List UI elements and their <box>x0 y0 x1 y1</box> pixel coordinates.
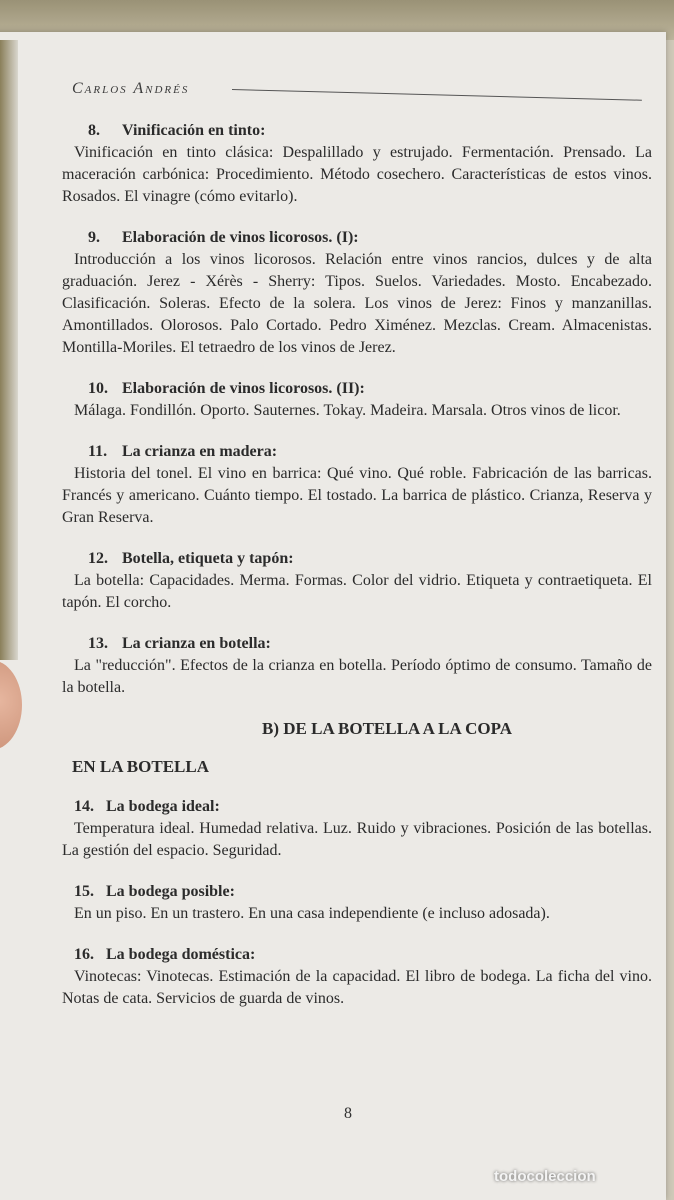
section-number: 11. <box>88 443 108 460</box>
section-14 <box>62 796 652 862</box>
page-number: 8 <box>344 1105 352 1122</box>
section-11 <box>62 441 652 529</box>
section-heading: La crianza en botella: <box>122 635 271 652</box>
section-body: Vinotecas: Vinotecas. Estimación de la capacidad. El libro de bodega. La ficha del vino. Notas de cata. Servicios de guarda de vinos. <box>62 968 652 1007</box>
section-title <box>62 441 652 463</box>
section-number: 8. <box>88 122 100 139</box>
section-heading: Botella, etiqueta y tapón: <box>122 550 294 567</box>
section-heading: Elaboración de vinos licorosos. (I): <box>122 229 359 246</box>
section-heading: Elaboración de vinos licorosos. (II): <box>122 380 365 397</box>
section-number: 14. <box>74 798 94 815</box>
section-title <box>62 796 652 818</box>
section-number: 15. <box>74 883 94 900</box>
section-number: 9. <box>88 229 100 246</box>
running-head: Carlos Andrés <box>72 80 190 97</box>
section-title <box>62 378 652 400</box>
section-number: 13. <box>88 635 108 652</box>
section-heading: Vinificación en tinto: <box>122 122 266 139</box>
section-title <box>62 633 652 655</box>
section-body: Temperatura ideal. Humedad relativa. Luz. Ruido y vibraciones. Posición de las botellas. La gestión del espacio. Seguridad. <box>62 820 652 859</box>
section-8 <box>62 120 652 208</box>
section-13 <box>62 633 652 699</box>
section-9 <box>62 227 652 359</box>
section-body: La botella: Capacidades. Merma. Formas. Color del vidrio. Etiqueta y contraetiqueta. El tapón. El corcho. <box>62 572 652 611</box>
section-16 <box>62 944 652 1010</box>
section-body: Málaga. Fondillón. Oporto. Sauternes. Tokay. Madeira. Marsala. Otros vinos de licor. <box>74 402 621 419</box>
section-heading: La bodega posible: <box>106 883 235 900</box>
page-content <box>62 120 652 1029</box>
section-heading: La crianza en madera: <box>122 443 278 460</box>
section-number: 16. <box>74 946 94 963</box>
section-15 <box>62 881 652 925</box>
section-number: 10. <box>88 380 108 397</box>
section-heading: La bodega doméstica: <box>106 946 256 963</box>
section-body: En un piso. En un trastero. En una casa independiente (e incluso adosada). <box>74 905 550 922</box>
section-body: La "reducción". Efectos de la crianza en botella. Período óptimo de consumo. Tamaño de la botella. <box>62 657 652 696</box>
watermark-logo: todocoleccion <box>494 1168 596 1185</box>
section-title <box>62 881 652 903</box>
section-10 <box>62 378 652 422</box>
section-body: Vinificación en tinto clásica: Despalillado y estrujado. Fermentación. Prensado. La maceración carbónica: Procedimiento. Método cosechero. Características de estos vinos. Rosados. El vinagre (cómo evitarlo). <box>62 144 652 205</box>
section-body: Historia del tonel. El vino en barrica: Qué vino. Qué roble. Fabricación de las barricas. Francés y americano. Cuánto tiempo. El tostado. La barrica de plástico. Crianza, Reserva y Gran Reserva. <box>62 465 652 526</box>
section-12 <box>62 548 652 614</box>
section-body: Introducción a los vinos licorosos. Relación entre vinos rancios, dulces y de alta graduación. Jerez - Xérès - Sherry: Tipos. Suelos. Variedades. Mosto. Encabezado. Clasificación. Soleras. Efecto de la solera. Los vinos de Jerez: Finos y manzanillas. Amontillados. Olorosos. Palo Cortado. Pedro Ximénez. Mezclas. Cream. Almacenistas. Montilla-Moriles. El tetraedro de los vinos de Jerez. <box>62 251 652 356</box>
section-heading: La bodega ideal: <box>106 798 220 815</box>
section-title <box>62 548 652 570</box>
section-number: 12. <box>88 550 108 567</box>
subpart-heading: EN LA BOTELLA <box>72 757 209 776</box>
section-title <box>62 227 652 249</box>
part-heading: B) DE LA BOTELLA A LA COPA <box>261 719 513 738</box>
page-edge-shadow <box>0 40 18 660</box>
section-title <box>62 944 652 966</box>
section-title <box>62 120 652 142</box>
